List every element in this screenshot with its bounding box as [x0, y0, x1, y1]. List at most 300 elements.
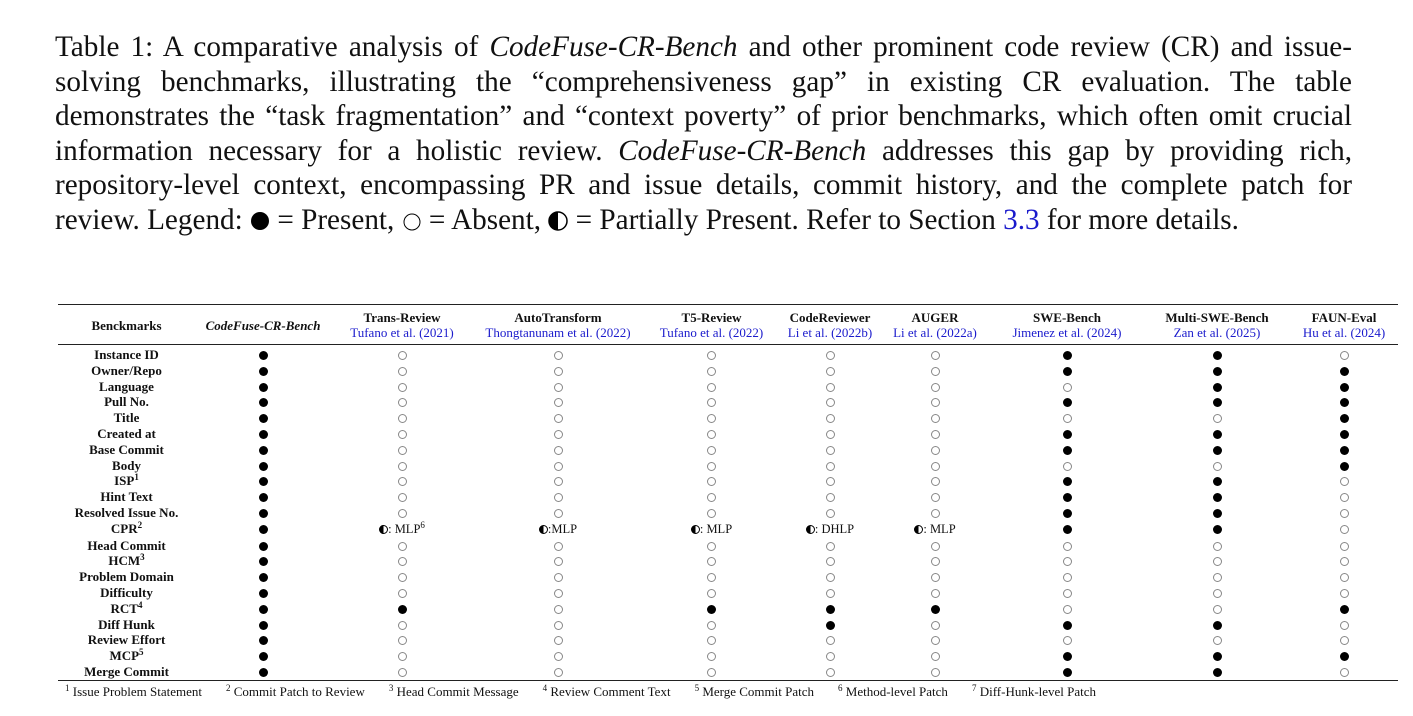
absent-circle-icon	[707, 383, 716, 392]
table-row	[58, 601, 1398, 617]
table-cell	[780, 489, 880, 505]
table-cell	[643, 553, 780, 569]
citation-year: 2022a	[940, 325, 973, 340]
absent-circle-icon	[1213, 542, 1222, 551]
table-cell	[473, 442, 643, 458]
footnote-number: 6	[838, 683, 843, 693]
present-dot-icon	[259, 446, 268, 455]
citation-year: 2024	[1354, 325, 1381, 340]
table-row	[58, 489, 1398, 505]
column-name: SWE-Bench	[1033, 310, 1101, 325]
citation-year: 2022	[732, 325, 759, 340]
footnote-marker: 2	[137, 520, 143, 531]
present-dot-icon	[707, 605, 716, 614]
caption-bench-name-2: CodeFuse-CR-Bench	[618, 134, 867, 167]
table-cell	[1290, 489, 1398, 505]
absent-circle-icon	[826, 573, 835, 582]
table-cell	[195, 410, 331, 426]
table-cell	[880, 648, 990, 664]
table-cell	[990, 569, 1144, 585]
present-dot-icon	[1213, 621, 1222, 630]
citation-author: Li et al. (	[893, 325, 941, 340]
table-cell	[990, 379, 1144, 395]
table-cell	[643, 617, 780, 633]
table-cell	[473, 585, 643, 601]
row-label	[58, 648, 195, 664]
absent-circle-icon	[1063, 573, 1072, 582]
table-cell	[1144, 489, 1290, 505]
table-cell	[473, 569, 643, 585]
table-cell	[880, 394, 990, 410]
row-label-text: Hint Text	[100, 489, 153, 505]
table-cell	[990, 601, 1144, 617]
footnote-marker: 5	[139, 647, 144, 658]
absent-circle-icon	[398, 414, 407, 423]
footnote	[543, 684, 671, 699]
column-name: AutoTransform	[514, 310, 602, 325]
table-cell	[780, 442, 880, 458]
table-cell	[880, 569, 990, 585]
absent-circle-icon	[707, 477, 716, 486]
table-cell	[780, 394, 880, 410]
partial-circle-icon	[539, 525, 548, 534]
column-citation-link[interactable]	[331, 325, 473, 340]
column-citation-link[interactable]	[990, 325, 1144, 340]
absent-circle-icon	[826, 398, 835, 407]
table-cell	[780, 473, 880, 489]
absent-circle-icon	[931, 414, 940, 423]
absent-circle-icon	[1340, 636, 1349, 645]
absent-circle-icon	[1340, 493, 1349, 502]
table-row	[58, 426, 1398, 442]
present-dot-icon	[1063, 668, 1072, 677]
caption-text-3: addresses this gap by providing rich, repository-level context, encompassing PR and issue details, commit history, and the complete patch for review. Legend:	[55, 134, 1352, 236]
absent-circle-icon	[554, 668, 563, 677]
legend-partial-icon	[548, 205, 568, 240]
table-cell	[1290, 601, 1398, 617]
absent-circle-icon	[1340, 509, 1349, 518]
row-label	[58, 664, 195, 680]
partial-circle-icon	[691, 525, 700, 534]
table-cell	[643, 363, 780, 379]
absent-circle-icon	[1213, 557, 1222, 566]
table-cell	[331, 648, 473, 664]
table-row	[58, 345, 1398, 363]
absent-circle-icon	[1063, 383, 1072, 392]
citation-author: Tufano et al. (	[659, 325, 733, 340]
present-dot-icon	[1340, 462, 1349, 471]
row-label-text: Diff Hunk	[98, 616, 155, 632]
absent-circle-icon	[931, 383, 940, 392]
partial-note: : MLP	[699, 521, 733, 536]
absent-circle-icon	[398, 557, 407, 566]
table-row	[58, 363, 1398, 379]
row-label	[58, 410, 195, 426]
table-cell	[1290, 426, 1398, 442]
table-cell	[1290, 632, 1398, 648]
legend-absent-text: = Absent,	[421, 203, 542, 236]
present-dot-icon	[1213, 367, 1222, 376]
absent-circle-icon	[1213, 573, 1222, 582]
absent-circle-icon	[826, 414, 835, 423]
row-label	[58, 473, 195, 489]
table-cell	[1144, 617, 1290, 633]
present-dot-icon	[1063, 351, 1072, 360]
table-cell	[880, 458, 990, 474]
absent-circle-icon	[398, 383, 407, 392]
row-label-text: Language	[99, 378, 154, 394]
present-dot-icon	[259, 668, 268, 677]
absent-circle-icon	[1340, 621, 1349, 630]
absent-circle-icon	[707, 351, 716, 360]
partial-note: : MLP	[923, 521, 956, 536]
table-cell	[195, 379, 331, 395]
absent-circle-icon	[826, 652, 835, 661]
table-cell	[990, 617, 1144, 633]
absent-circle-icon	[1063, 636, 1072, 645]
table-cell	[473, 521, 643, 538]
absent-circle-icon	[1340, 589, 1349, 598]
table-cell	[1144, 426, 1290, 442]
absent-circle-icon	[931, 462, 940, 471]
absent-circle-icon	[931, 542, 940, 551]
table-cell	[990, 553, 1144, 569]
table-cell	[1290, 648, 1398, 664]
present-dot-icon	[259, 383, 268, 392]
absent-circle-icon	[554, 652, 563, 661]
table-row	[58, 538, 1398, 554]
absent-circle-icon	[554, 573, 563, 582]
present-dot-icon	[1213, 652, 1222, 661]
partial-circle-icon	[914, 525, 923, 534]
table-cell	[1144, 394, 1290, 410]
table-cell	[195, 585, 331, 601]
table-cell	[331, 458, 473, 474]
table-cell	[643, 442, 780, 458]
column-name: T5-Review	[681, 310, 742, 325]
absent-circle-icon	[707, 462, 716, 471]
table-cell	[643, 345, 780, 363]
absent-circle-icon	[931, 398, 940, 407]
table-cell	[643, 632, 780, 648]
table-row	[58, 458, 1398, 474]
absent-circle-icon	[398, 652, 407, 661]
table-cell	[990, 585, 1144, 601]
table-cell	[990, 394, 1144, 410]
present-dot-icon	[1213, 430, 1222, 439]
citation-author: Tufano et al. (	[350, 325, 424, 340]
table-cell	[780, 664, 880, 680]
absent-circle-icon	[707, 493, 716, 502]
present-dot-icon	[826, 621, 835, 630]
column-header-benchmarks: Benckmarks	[91, 317, 162, 333]
table-cell	[331, 664, 473, 680]
present-dot-icon	[1213, 398, 1222, 407]
absent-circle-icon	[826, 542, 835, 551]
absent-circle-icon	[554, 430, 563, 439]
present-dot-icon	[1063, 430, 1072, 439]
row-label	[58, 379, 195, 395]
citation-year: 2025	[1229, 325, 1256, 340]
table-row	[58, 442, 1398, 458]
table-caption	[55, 30, 1352, 239]
present-dot-icon	[259, 636, 268, 645]
present-dot-icon	[259, 652, 268, 661]
table-cell	[990, 489, 1144, 505]
present-dot-icon	[1063, 493, 1072, 502]
absent-circle-icon	[554, 509, 563, 518]
table-cell	[1290, 379, 1398, 395]
absent-circle-icon	[931, 509, 940, 518]
row-label-text: Problem Domain	[79, 569, 174, 585]
absent-circle-icon	[398, 398, 407, 407]
table-cell	[880, 442, 990, 458]
absent-circle-icon	[398, 636, 407, 645]
footnote-text: Issue Problem Statement	[69, 684, 203, 699]
column-name: CodeFuse-CR-Bench	[205, 317, 321, 333]
table-row	[58, 505, 1398, 521]
table-cell	[195, 442, 331, 458]
footnote-text: Method-level Patch	[842, 684, 948, 699]
absent-circle-icon	[1063, 589, 1072, 598]
present-dot-icon	[931, 605, 940, 614]
absent-circle-icon	[826, 636, 835, 645]
absent-circle-icon	[398, 367, 407, 376]
table-cell	[473, 553, 643, 569]
table-cell	[780, 569, 880, 585]
row-label	[58, 489, 195, 505]
footnote	[65, 684, 202, 699]
present-dot-icon	[1063, 367, 1072, 376]
table-cell	[990, 505, 1144, 521]
footnote-text: Commit Patch to Review	[230, 684, 365, 699]
partial-circle-icon	[806, 525, 815, 534]
present-dot-icon	[1340, 398, 1349, 407]
absent-circle-icon	[554, 605, 563, 614]
column-name: Multi-SWE-Bench	[1165, 310, 1269, 325]
row-label-text: HCM	[108, 553, 141, 569]
partial-note: :MLP	[547, 521, 578, 536]
row-label	[58, 632, 195, 648]
table-cell	[473, 489, 643, 505]
absent-circle-icon	[826, 493, 835, 502]
absent-circle-icon	[398, 573, 407, 582]
column-citation-link[interactable]	[1290, 325, 1398, 340]
table-cell	[1290, 473, 1398, 489]
table-cell	[990, 538, 1144, 554]
row-label	[58, 345, 195, 363]
absent-circle-icon	[398, 462, 407, 471]
table-cell	[1144, 345, 1290, 363]
table-cell	[1144, 569, 1290, 585]
present-dot-icon	[259, 525, 268, 534]
present-dot-icon	[1340, 605, 1349, 614]
table-cell	[643, 458, 780, 474]
table-cell	[1290, 345, 1398, 363]
present-dot-icon	[1340, 367, 1349, 376]
table-cell	[1290, 664, 1398, 680]
column-header	[331, 305, 473, 345]
absent-circle-icon	[554, 367, 563, 376]
present-dot-icon	[259, 589, 268, 598]
footnote-marker: 6	[420, 519, 425, 530]
table-row	[58, 394, 1398, 410]
present-dot-icon	[259, 542, 268, 551]
citation-year: 2021	[423, 325, 450, 340]
present-dot-icon	[1063, 525, 1072, 534]
absent-circle-icon	[554, 621, 563, 630]
table-cell	[780, 458, 880, 474]
absent-circle-icon	[707, 446, 716, 455]
row-label	[58, 585, 195, 601]
present-dot-icon	[1340, 383, 1349, 392]
row-label-text: RCT	[110, 600, 138, 616]
table-cell	[1144, 521, 1290, 538]
table-cell	[195, 553, 331, 569]
footnote-text: Head Commit Message	[393, 684, 519, 699]
row-label	[58, 458, 195, 474]
absent-circle-icon	[707, 621, 716, 630]
table-body	[58, 345, 1398, 681]
table-cell	[1144, 585, 1290, 601]
absent-circle-icon	[1340, 477, 1349, 486]
column-citation-link[interactable]	[643, 325, 780, 340]
absent-circle-icon	[1213, 462, 1222, 471]
table-row	[58, 473, 1398, 489]
absent-circle-icon	[554, 542, 563, 551]
row-label-text: Created at	[97, 425, 156, 441]
citation-year: 2022b	[835, 325, 868, 340]
comparison-table-container	[58, 304, 1386, 681]
table-cell	[990, 473, 1144, 489]
column-citation-link[interactable]	[880, 325, 990, 340]
absent-circle-icon	[707, 573, 716, 582]
absent-circle-icon	[1063, 542, 1072, 551]
table-cell	[780, 585, 880, 601]
table-cell	[1144, 363, 1290, 379]
table-cell	[1144, 553, 1290, 569]
present-dot-icon	[259, 398, 268, 407]
present-dot-icon	[1213, 525, 1222, 534]
absent-circle-icon	[931, 477, 940, 486]
citation-author: Jimenez et al. (	[1012, 325, 1092, 340]
footnote	[226, 684, 365, 699]
table-cell	[880, 632, 990, 648]
table-cell	[473, 410, 643, 426]
absent-circle-icon	[398, 509, 407, 518]
absent-circle-icon	[826, 668, 835, 677]
present-dot-icon	[1063, 652, 1072, 661]
table-cell	[195, 345, 331, 363]
table-cell	[331, 585, 473, 601]
caption-text-1: Table 1: A comparative analysis of	[55, 31, 490, 63]
absent-circle-icon	[554, 414, 563, 423]
row-label	[58, 569, 195, 585]
present-dot-icon	[1063, 509, 1072, 518]
table-cell	[1290, 585, 1398, 601]
caption-bench-name: CodeFuse-CR-Bench	[489, 31, 738, 63]
column-header	[780, 305, 880, 345]
absent-circle-icon	[931, 573, 940, 582]
absent-circle-icon	[707, 636, 716, 645]
present-dot-icon	[259, 351, 268, 360]
absent-circle-icon	[826, 367, 835, 376]
absent-circle-icon	[931, 430, 940, 439]
present-dot-icon	[259, 621, 268, 630]
table-cell	[643, 379, 780, 395]
table-cell	[880, 345, 990, 363]
column-name: Trans-Review	[363, 310, 441, 325]
absent-circle-icon	[398, 668, 407, 677]
table-cell	[643, 601, 780, 617]
comparison-table	[58, 304, 1398, 681]
absent-circle-icon	[1340, 557, 1349, 566]
table-footnotes	[65, 684, 1120, 700]
absent-circle-icon	[554, 383, 563, 392]
row-label-text: Difficulty	[100, 584, 153, 600]
table-cell	[1290, 442, 1398, 458]
footnote	[389, 684, 519, 699]
table-cell	[643, 585, 780, 601]
row-label-text: Review Effort	[87, 632, 166, 648]
column-citation-link[interactable]	[473, 325, 643, 340]
table-cell	[195, 473, 331, 489]
section-link[interactable]: 3.3	[1003, 203, 1040, 236]
table-cell	[780, 617, 880, 633]
row-label-text: Body	[112, 457, 141, 473]
row-label	[58, 442, 195, 458]
row-label	[58, 394, 195, 410]
absent-circle-icon	[707, 367, 716, 376]
table-cell	[331, 521, 473, 538]
column-citation-link[interactable]	[780, 325, 880, 340]
present-dot-icon	[259, 605, 268, 614]
table-cell	[880, 410, 990, 426]
footnote-number: 4	[542, 683, 548, 693]
absent-circle-icon	[398, 621, 407, 630]
row-label-text: Title	[113, 410, 140, 426]
absent-circle-icon	[931, 589, 940, 598]
column-citation-link[interactable]	[1144, 325, 1290, 340]
present-dot-icon	[259, 430, 268, 439]
row-label-text: MCP	[109, 648, 140, 664]
absent-circle-icon	[707, 414, 716, 423]
absent-circle-icon	[554, 398, 563, 407]
present-dot-icon	[1063, 477, 1072, 486]
table-cell	[780, 538, 880, 554]
absent-circle-icon	[826, 557, 835, 566]
table-cell	[990, 458, 1144, 474]
absent-circle-icon	[931, 621, 940, 630]
row-label-text: Resolved Issue No.	[74, 504, 179, 520]
absent-circle-icon	[398, 493, 407, 502]
absent-circle-icon	[826, 446, 835, 455]
absent-circle-icon	[398, 446, 407, 455]
present-dot-icon	[1340, 430, 1349, 439]
table-cell	[473, 505, 643, 521]
table-row	[58, 410, 1398, 426]
table-cell	[990, 632, 1144, 648]
absent-circle-icon	[554, 477, 563, 486]
present-dot-icon	[259, 493, 268, 502]
citation-close: )	[1117, 325, 1122, 340]
footnote-number: 5	[694, 683, 700, 693]
present-dot-icon	[259, 462, 268, 471]
table-cell	[331, 553, 473, 569]
table-cell	[880, 426, 990, 442]
legend-partial-text: = Partially Present. Refer to Section	[575, 203, 1004, 236]
table-cell	[473, 664, 643, 680]
